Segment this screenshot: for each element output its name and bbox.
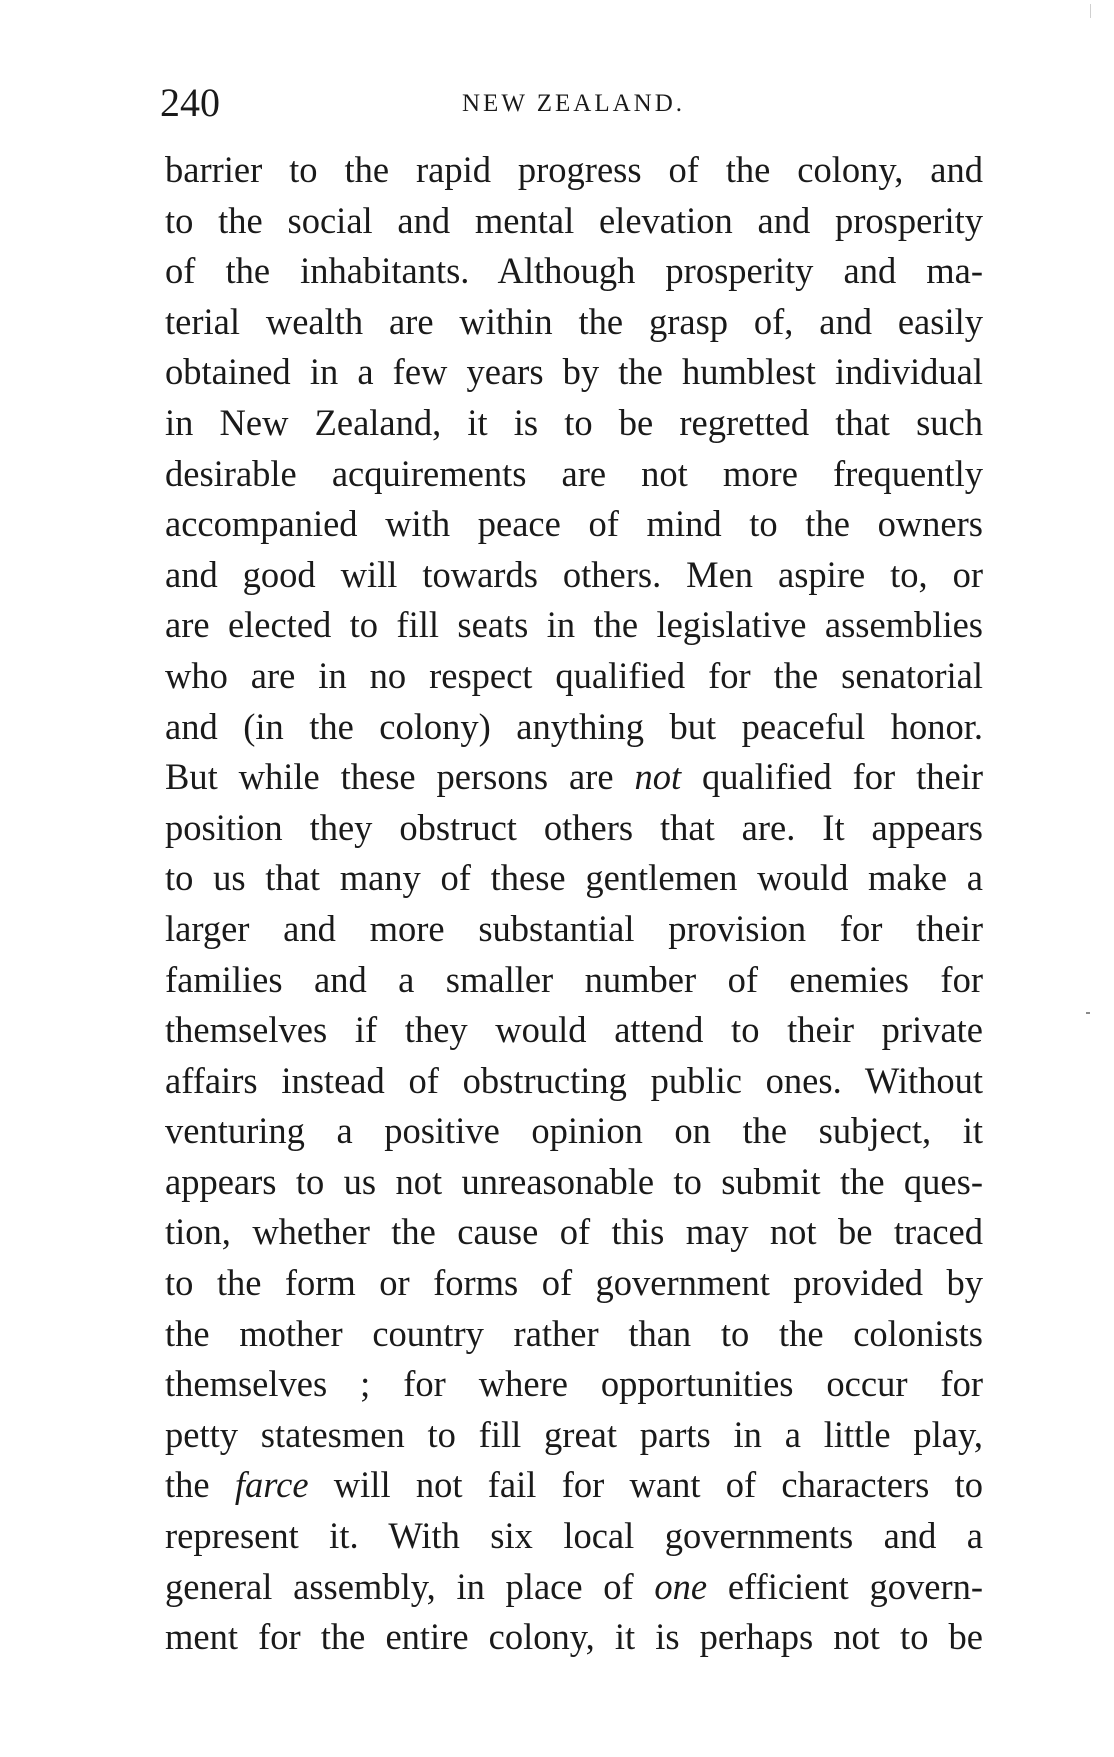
- italic-word: not: [634, 756, 682, 798]
- text-line: [165, 1207, 983, 1258]
- text-line: [165, 803, 983, 854]
- text-segment: are elected to fill seats in the legislative assemblies: [165, 604, 983, 646]
- text-segment: to us that many of these gentlemen would make a: [165, 857, 983, 899]
- margin-mark: [1086, 1012, 1090, 1014]
- text-line: [165, 955, 983, 1006]
- text-segment: themselves ; for where opportunities occur for: [165, 1363, 983, 1405]
- text-segment: and good will towards others. Men aspire to, or: [165, 553, 983, 595]
- text-segment: appears to us not unreasonable to submit the ques-: [165, 1160, 983, 1202]
- text-segment: terial wealth are within the grasp of, and easily: [165, 300, 983, 342]
- text-segment: qualified for their: [681, 756, 983, 798]
- text-segment: who are in no respect qualified for the senatorial: [165, 654, 983, 696]
- text-segment: in New Zealand, it is to be regretted that such: [165, 401, 983, 443]
- text-line: [165, 651, 983, 702]
- text-segment: barrier to the rapid progress of the colony, and: [165, 149, 983, 190]
- running-title: NEW ZEALAND.: [462, 90, 685, 117]
- text-line: [165, 1511, 983, 1562]
- text-segment: position they obstruct others that are. It appears: [165, 806, 983, 848]
- text-line: [165, 1056, 983, 1107]
- text-line: [165, 550, 983, 601]
- text-line: [165, 499, 983, 550]
- text-line: [165, 853, 983, 904]
- text-segment: ment for the entire colony, it is perhaps not to be: [165, 1616, 983, 1658]
- text-line: [165, 1106, 983, 1157]
- scan-edge-mark: [1090, 4, 1091, 18]
- text-line: [165, 1309, 983, 1360]
- text-line: [165, 1410, 983, 1461]
- page-number: 240: [160, 80, 220, 125]
- text-line: [165, 1157, 983, 1208]
- text-line: [165, 1612, 983, 1663]
- text-line: [165, 1258, 983, 1309]
- text-segment: tion, whether the cause of this may not be traced: [165, 1211, 983, 1253]
- italic-word: farce: [234, 1464, 309, 1506]
- text-segment: accompanied with peace of mind to the owners: [165, 503, 983, 545]
- text-segment: and (in the colony) anything but peaceful honor.: [165, 705, 983, 747]
- text-line: [165, 702, 983, 753]
- text-segment: represent it. With six local governments and a: [165, 1515, 983, 1557]
- text-segment: themselves if they would attend to their private: [165, 1009, 983, 1051]
- text-segment: venturing a positive opinion on the subject, it: [165, 1110, 983, 1152]
- text-segment: to the form or forms of government provided by: [165, 1262, 983, 1304]
- running-head: [160, 78, 980, 128]
- text-segment: obtained in a few years by the humblest individual: [165, 351, 983, 393]
- text-segment: efficient govern-: [707, 1565, 983, 1607]
- text-segment: of the inhabitants. Although prosperity and ma-: [165, 250, 983, 292]
- text-segment: desirable acquirements are not more frequently: [165, 452, 983, 494]
- text-line: [165, 904, 983, 955]
- text-line: [165, 398, 983, 449]
- text-segment: larger and more substantial provision for their: [165, 907, 983, 949]
- text-segment: will not fail for want of characters to: [308, 1464, 983, 1506]
- text-segment: But while these persons are: [165, 756, 635, 798]
- text-line: [165, 449, 983, 500]
- text-line: [165, 196, 983, 247]
- text-line: [165, 246, 983, 297]
- text-segment: petty statesmen to fill great parts in a little play,: [165, 1413, 983, 1455]
- body-text: [165, 145, 983, 1663]
- text-line: [165, 1460, 983, 1511]
- text-line: [165, 145, 983, 196]
- text-segment: to the social and mental elevation and prosperity: [165, 199, 983, 241]
- text-line: [165, 1005, 983, 1056]
- text-line: [165, 297, 983, 348]
- text-segment: families and a smaller number of enemies for: [165, 958, 983, 1000]
- text-segment: affairs instead of obstructing public ones. Without: [165, 1059, 983, 1101]
- text-line: [165, 752, 983, 803]
- italic-word: one: [654, 1565, 708, 1607]
- text-line: [165, 347, 983, 398]
- text-segment: the: [165, 1464, 235, 1506]
- text-segment: general assembly, in place of: [165, 1565, 655, 1607]
- text-line: [165, 600, 983, 651]
- text-line: [165, 1359, 983, 1410]
- text-line: [165, 1562, 983, 1613]
- text-segment: the mother country rather than to the colonists: [165, 1312, 983, 1354]
